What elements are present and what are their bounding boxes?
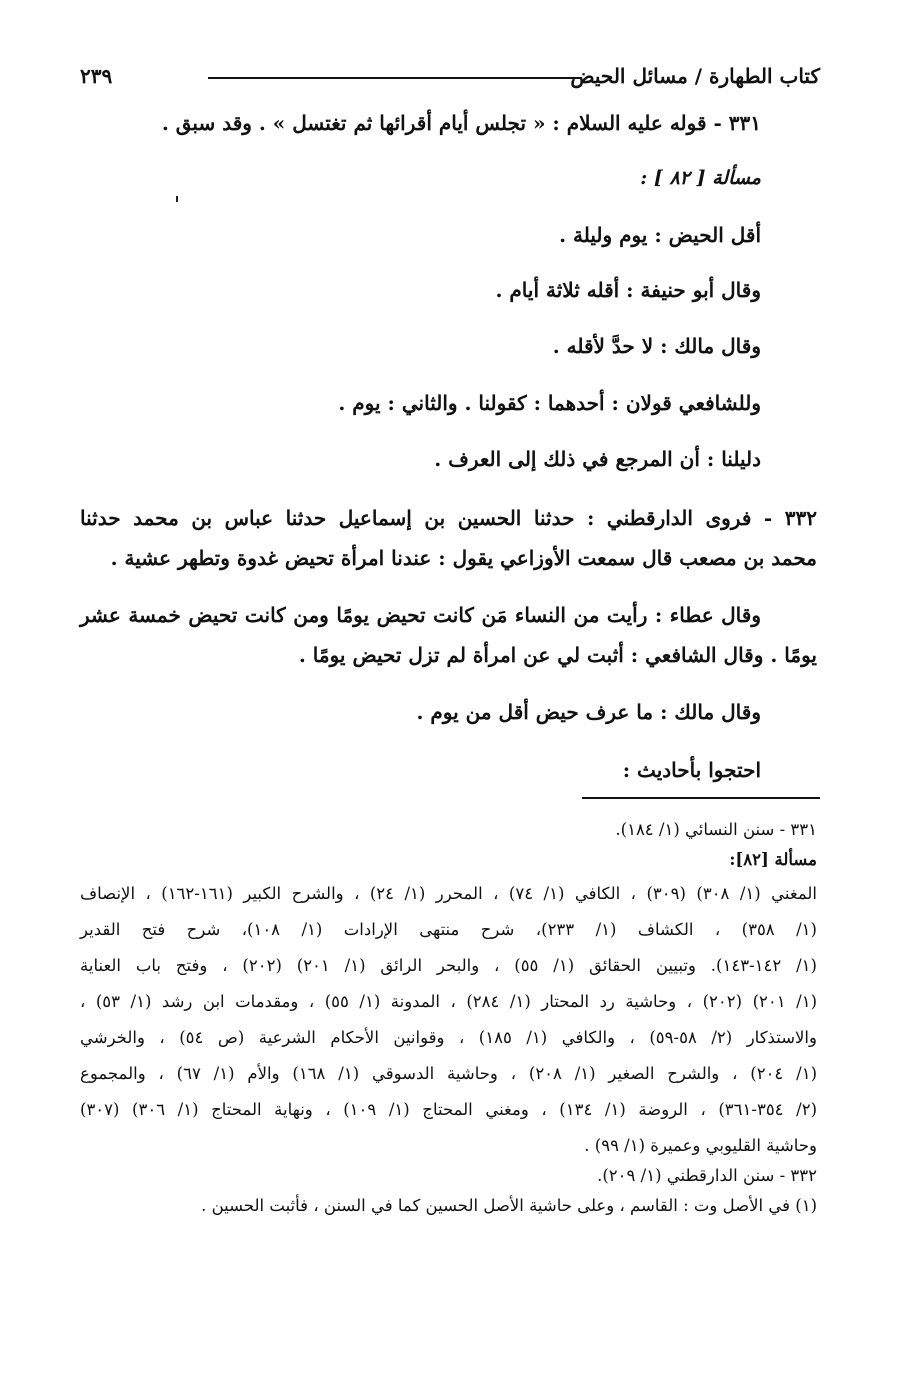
stray-mark	[176, 196, 178, 202]
footnote-332: ٣٣٢ - سنن الدارقطني (١/ ٢٠٩).	[597, 1166, 817, 1185]
footnote-masala-line-5: والاستذكار (٢/ ٥٨-٥٩) ، والكافي (١/ ١٨٥) ، وقوانين الأحكام الشرعية (ص ٥٤) ، والخرشي	[80, 1028, 817, 1047]
running-header	[80, 64, 820, 94]
header-rule	[208, 77, 582, 79]
footnote-masala-line-4: (١/ ٢٠١) (٢٠٢) ، وحاشية رد المحتار (١/ ٢٨٤) ، المدونة (١/ ٥٥) ، ومقدمات ابن رشد (١/ ٥٣) ،	[80, 992, 817, 1011]
footnote-masala-line-1: المغني (١/ ٣٠٨) (٣٠٩) ، الكافي (١/ ٧٤) ، المحرر (١/ ٢٤) ، والشرح الكبير (١٦١-١٦٢) ، الإنصاف	[80, 884, 818, 903]
paragraph-ata-line1: وقال عطاء : رأيت من النساء مَن كانت تحيض يومًا ومن كانت تحيض خمسة عشر	[80, 603, 761, 627]
paragraph-331: ٣٣١ - قوله عليه السلام : « تجلس أيام أقرائها ثم تغتسل » . وقد سبق .	[161, 111, 761, 135]
footnote-separator	[582, 797, 820, 799]
paragraph-ata-line2: يومًا . وقال الشافعي : أثبت لي عن امرأة لم تزل تحيض يومًا .	[298, 643, 817, 667]
paragraph-hadiths: احتجوا بأحاديث :	[622, 758, 761, 782]
footnote-masala-line-6: (١/ ٢٠٤) ، والشرح الصغير (١/ ٢٠٨) ، وحاشية الدسوقي (١/ ١٦٨) والأم (١/ ٦٧) ، والمجموع	[80, 1064, 817, 1083]
paragraph-332-line1: ٣٣٢ - فروى الدارقطني : حدثنا الحسين بن إسماعيل حدثنا عباس بن محمد حدثنا	[80, 506, 817, 530]
masala-heading: مسألة [ ٨٢ ] :	[640, 167, 761, 189]
footnote-masala-line-2: (١/ ٣٥٨) ، الكشاف (١/ ٢٣٣)، شرح منتهى الإرادات (١/ ١٠٨)، شرح فتح القدير	[80, 920, 817, 939]
page-number: ٢٣٩	[80, 64, 113, 88]
paragraph-malik-2: وقال مالك : ما عرف حيض أقل من يوم .	[416, 700, 761, 724]
paragraph-min-menses: أقل الحيض : يوم وليلة .	[559, 223, 761, 247]
footnotes	[80, 815, 817, 1221]
paragraph-shafii: وللشافعي قولان : أحدهما : كقولنا . والثاني : يوم .	[338, 391, 761, 415]
paragraph-malik: وقال مالك : لا حدَّ لأقله .	[552, 334, 761, 358]
paragraph-332-line2: محمد بن مصعب قال سمعت الأوزاعي يقول : عندنا امرأة تحيض غدوة وتطهر عشية .	[110, 546, 817, 570]
footnote-1: (١) في الأصل وت : القاسم ، وعلى حاشية الأصل الحسين كما في السنن ، فأثبت الحسين .	[201, 1196, 817, 1215]
header-title: كتاب الطهارة / مسائل الحيض	[570, 64, 820, 88]
footnote-masala-heading: مسألة [٨٢]:	[729, 850, 817, 869]
paragraph-abu-hanifa: وقال أبو حنيفة : أقله ثلاثة أيام .	[495, 278, 761, 302]
footnote-masala-line-8: وحاشية القليوبي وعميرة (١/ ٩٩) .	[584, 1136, 817, 1155]
footnote-masala-line-3: (١/ ١٤٢-١٤٣). وتبيين الحقائق (١/ ٥٥) ، والبحر الرائق (١/ ٢٠١) (٢٠٢) ، وفتح باب العناية	[80, 956, 817, 975]
footnote-masala-line-7: (٢/ ٣٥٤-٣٦١) ، الروضة (١/ ١٣٤) ، ومغني المحتاج (١/ ١٠٩) ، ونهاية المحتاج (١/ ٣٠٦) (٣٠٧)	[80, 1100, 817, 1119]
paragraph-evidence: دليلنا : أن المرجع في ذلك إلى العرف .	[434, 447, 761, 471]
footnote-331: ٣٣١ - سنن النسائي (١/ ١٨٤).	[615, 820, 817, 839]
